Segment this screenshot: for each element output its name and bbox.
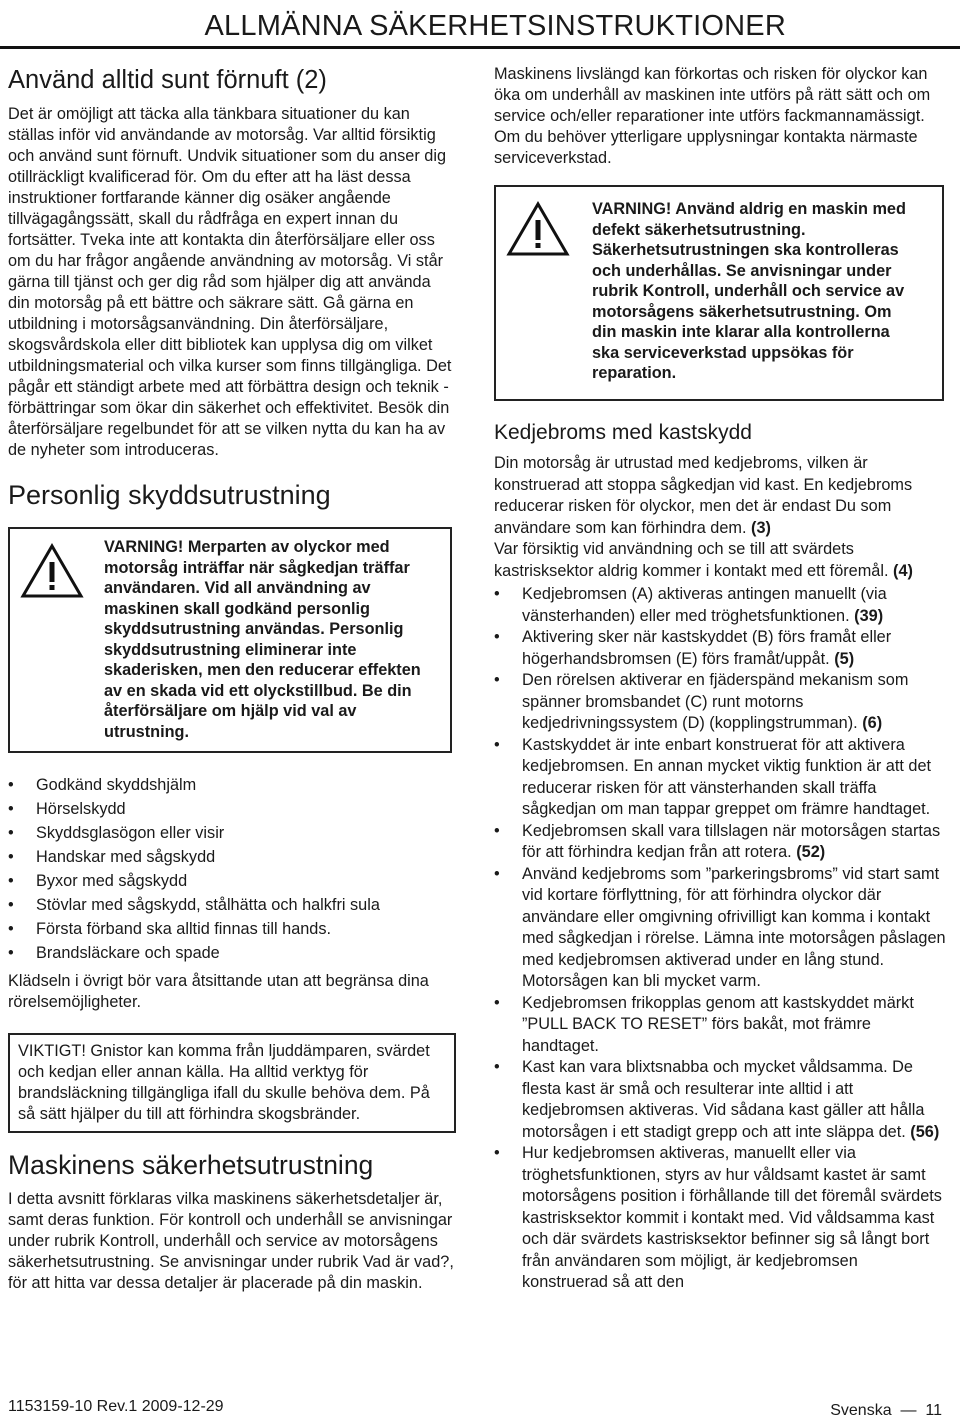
warning-text-protective-equipment	[104, 537, 421, 742]
list-item: • Kedjebromsen skall vara tillslagen när motorsågen startas för att förhindra kedjan från att rotera. (52)	[494, 821, 941, 861]
warning-line: motorsågens säkerhetsutrustning. Om	[592, 302, 892, 321]
bullet-icon: •	[494, 671, 500, 689]
figure-ref: (52)	[796, 843, 826, 861]
list-item: • Den rörelsen aktiverar en fjäderspänd mekanism som spänner bromsbandet (C) runt motorns kedjedrivningssystem (D) (kopplingstrumman). (6)	[494, 671, 909, 732]
warning-line: VARNING! Använd aldrig en maskin med	[592, 200, 906, 218]
kickback-zone-paragraph: Var försiktig vid användning och se till att svärdets kastrisksektor aldrig kommer i kontakt med ett föremål. (4)	[494, 540, 913, 580]
list-item: • Kedjebromsen (A) aktiveras antingen manuellt (via vänsterhanden) eller med tröghetsfunktionen. (39)	[494, 585, 887, 625]
warning-line: reparation.	[592, 364, 677, 382]
list-item: • Kastskyddet är inte enbart konstruerat för att aktivera kedjebromsen. En annan mycket viktig funktion är att det reducerar risken för att vänsterhanden skall träffa sågkedjan om man tappar greppet om främre handtaget.	[494, 735, 932, 818]
bullet-icon: •	[494, 1058, 500, 1076]
chain-brake-paragraph: Din motorsåg är utrustad med kedjebroms, vilken är konstruerad att stoppa sågkedjan vid kast. En kedjebroms reducerar risken för olyckor, men det är endast Du som användare som kan förhindra dem. (3)	[494, 454, 913, 537]
equipment-list	[8, 773, 454, 965]
notice-box-fire	[8, 1033, 456, 1133]
header-rule	[0, 46, 960, 49]
list-item: • Stövlar med sågskydd, stålhätta och halkfri sula	[8, 893, 454, 917]
warning-box-protective-equipment	[8, 527, 452, 753]
warning-line: motorsåg inträffar när sågkedjan träffar	[104, 558, 410, 577]
section-heading-common-sense: Använd alltid sunt förnuft (2)	[8, 66, 327, 94]
bullet-icon: •	[8, 896, 14, 914]
chain-brake-list	[494, 584, 946, 1294]
warning-line: ska serviceverkstad uppsökas för	[592, 343, 854, 362]
list-item: • Godkänd skyddshjälm	[8, 773, 454, 797]
warning-line: skaderisken, men den reducerar effekten	[104, 661, 421, 679]
document-id: 1153159-10 Rev.1 2009-12-29	[8, 1398, 224, 1415]
bullet-icon: •	[494, 993, 500, 1012]
list-item: • Hur kedjebromsen aktiveras, manuellt eller via tröghetsfunktionen, styrs av hur våldsamt kastet är samt motorsågens position i förhållande till det föremål svärdets kastrisksektor kommit i kontakt med. Vid våldsamma kast och där svärdets kastrisksektor befinner sig så långt bort från användaren som möjligt, är kedjebromsen konstruerad så att den	[494, 1144, 942, 1291]
bullet-icon: •	[8, 944, 14, 962]
page-header-title: ALLMÄNNA SÄKERHETSINSTRUKTIONER	[204, 10, 786, 42]
bullet-icon: •	[494, 821, 500, 840]
warning-line: skyddsutrustning eliminerar inte	[104, 640, 357, 659]
bullet-icon: •	[494, 628, 500, 646]
list-item: • Kast kan vara blixtsnabba och mycket våldsamma. De flesta kast är små och resulterar inte alltid i att kedjebromsen aktiveras. Vid sådana kast gäller att hålla motorsågen i ett stadigt grepp och att inte släppa det. (56)	[494, 1058, 940, 1141]
footer-language: Svenska	[830, 1402, 892, 1419]
warning-line: VARNING! Merparten av olyckor med	[104, 538, 390, 556]
list-item: • Skyddsglasögon eller visir	[8, 821, 454, 845]
figure-ref: (6)	[862, 714, 883, 732]
section-heading-machine-safety: Maskinens säkerhetsutrustning	[8, 1150, 374, 1180]
warning-line: utrustning.	[104, 722, 190, 741]
figure-ref: (3)	[751, 518, 771, 537]
list-item: • Första förband ska alltid finnas till hands.	[8, 917, 454, 941]
bullet-icon: •	[494, 1144, 500, 1162]
figure-ref: (39)	[854, 606, 884, 625]
common-sense-paragraph: Det är omöjligt att täcka alla tänkbara situationer du kan ställas inför vid användande av motorsåg. Var alltid försiktig och använd sunt förnuft. Undvik situationer som du anser dig otillräckligt kvalificerad för. Om du efter att ha läst dessa instruktioner fortfarande känner dig osäker angående tillvägagångssätt, skall du rådfråga en expert innan du fortsätter. Tveka inte att kontakta din återförsäljare eller oss om du har frågor angående användning av motorsåg. Vi står gärna till tjänst och ger dig råd som hjälper dig att använda din motorsåg på ett bättre och säkrare sätt. Gå gärna en utbildning i motorsågsanvändning. Din återförsäljare, skogsvårdskola eller ditt bibliotek kan upplysa dig om vilket utbildningsmaterial och vilka kurser som finns tillgängliga. Det pågår ett ständigt arbete med att förbättra design och teknik - förbättringar som ökar din säkerhet och effektivitet. Besök din återförsäljare regelbundet för att se vilken nytta du kan ha av de nyheter som introduceras.	[8, 105, 452, 459]
right-column	[494, 56, 946, 1294]
machine-safety-paragraph: I detta avsnitt förklaras vilka maskinens säkerhetsdetaljer är, samt deras funktion. För kontroll och underhåll se anvisningar under rubrik Kontroll, underhåll och service av motorsågens säkerhetsutrustning. Se anvisningar under rubrik Vad är vad?, för att hitta var dessa detaljer är placerade på din maskin.	[8, 1190, 454, 1292]
left-column	[8, 56, 454, 1294]
warning-line: rubrik Kontroll, underhåll och service av	[592, 282, 905, 300]
warning-line: av en skada vid ett olyckstillbud. Be din	[104, 681, 412, 700]
page-footer	[830, 1402, 942, 1420]
section-heading-protective-equipment: Personlig skyddsutrustning	[8, 480, 331, 510]
warning-line: återförsäljare om hjälp vid val av	[104, 702, 357, 720]
bullet-icon: •	[8, 800, 14, 818]
warning-line: din maskin inte klarar alla kontrollerna	[592, 323, 890, 341]
warning-text-safety-equipment	[592, 199, 906, 384]
page-number: 11	[925, 1402, 942, 1419]
warning-line: användaren. Vid all användning av	[104, 579, 371, 597]
warning-triangle-icon	[506, 201, 570, 262]
warning-line: maskinen skall godkänd personlig	[104, 599, 371, 618]
figure-ref: (56)	[910, 1122, 940, 1141]
bullet-icon: •	[494, 585, 500, 603]
bullet-icon: •	[494, 735, 500, 754]
bullet-icon: •	[8, 848, 14, 866]
list-item: • Handskar med sågskydd	[8, 845, 454, 869]
bullet-icon: •	[8, 776, 14, 794]
warning-line: och underhållas. Se anvisningar under	[592, 261, 892, 280]
list-item: • Använd kedjebroms som ”parkeringsbroms” vid start samt vid kortare förflyttning, för att förhindra olyckor där användare eller omgivning ofrivilligt kan komma i kontakt med sågkedjan i rörelse. Lämna inte motorsågen påslagen med kedjebromsen aktiverad under en lång stund. Motorsågen kan bli mycket varm.	[494, 864, 946, 990]
list-item: • Aktivering sker när kastskyddet (B) förs framåt eller högerhandsbromsen (E) förs framåt/uppåt. (5)	[494, 628, 892, 668]
figure-ref: (4)	[893, 561, 913, 580]
maintenance-paragraph: Maskinens livslängd kan förkortas och risken för olyckor kan öka om underhåll av maskinen inte utförs på rätt sätt och om service och/eller reparationer inte utförs fackmannamässigt. Om du behöver ytterligare upplysningar kontakta närmaste serviceverkstad.	[494, 65, 931, 167]
list-item: • Hörselskydd	[8, 797, 454, 821]
bullet-icon: •	[8, 824, 14, 842]
warning-line: Säkerhetsutrustningen ska kontrolleras	[592, 241, 899, 259]
bullet-icon: •	[8, 920, 14, 938]
list-item: • Kedjebromsen frikopplas genom att kastskyddet märkt ”PULL BACK TO RESET” förs bakåt, mot främre handtaget.	[494, 993, 914, 1055]
bullet-icon: •	[494, 864, 500, 883]
bullet-icon: •	[8, 872, 14, 890]
section-heading-chain-brake: Kedjebroms med kastskydd	[494, 421, 752, 444]
list-item: • Brandsläckare och spade	[8, 941, 454, 965]
warning-line: skyddsutrustning användas. Personlig	[104, 620, 404, 638]
clothing-paragraph: Klädseln i övrigt bör vara åtsittande utan att begränsa dina rörelsemöjligheter.	[8, 972, 429, 1011]
notice-text-fire: VIKTIGT! Gnistor kan komma från ljuddämparen, svärdet och kedjan eller annan källa. Ha alltid verktyg för brandsläckning tillgängliga ifall du skulle behöva dem. På så sätt hjälper du till att förhindra skogsbränder.	[18, 1042, 430, 1123]
list-item: • Byxor med sågskydd	[8, 869, 454, 893]
footer-dash: —	[896, 1402, 921, 1419]
warning-triangle-icon	[20, 543, 84, 604]
warning-box-safety-equipment	[494, 185, 944, 401]
warning-line: defekt säkerhetsutrustning.	[592, 220, 806, 239]
figure-ref: (5)	[834, 649, 855, 668]
